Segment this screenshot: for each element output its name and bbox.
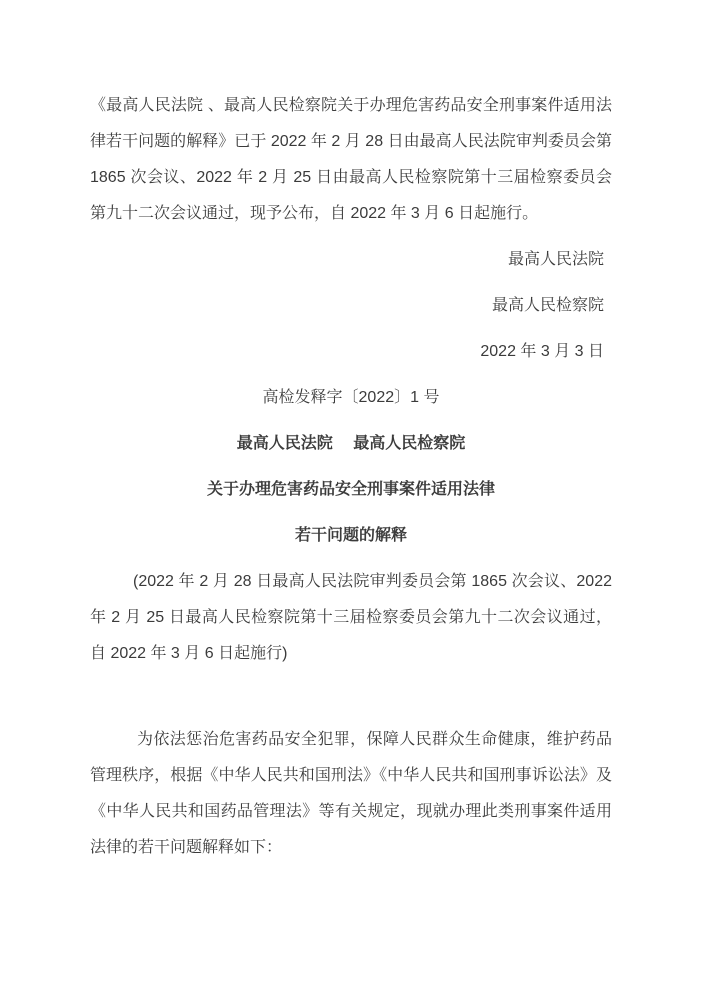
signature-block — [90, 242, 612, 370]
signature-date: 2022 年 3 月 3 日 — [480, 343, 604, 360]
title-subject-line-2: 若干问题的解释 — [294, 527, 407, 544]
document-number: 高检发释字〔2022〕1 号 — [262, 389, 440, 406]
title-subject-line-1: 关于办理危害药品安全刑事案件适用法律 — [206, 481, 495, 498]
announcement-paragraph: 《最高人民法院 、最高人民检察院关于办理危害药品安全刑事案件适用法律若干问题的解释》已于 2022 年 2 月 28 日由最高人民法院审判委员会第 1865 次会议、2022 年 2 月 25 日由最高人民检察院第十三届检察委员会第九十二次会议通过，现予公布，自 2022 年 3 月 6 日起施行。 — [90, 97, 612, 222]
title-block — [90, 426, 612, 554]
title-issuers: 最高人民法院 最高人民检察院 — [236, 435, 466, 452]
adoption-note: (2022 年 2 月 28 日最高人民法院审判委员会第 1865 次会议、2022 年 2 月 25 日最高人民检察院第十三届检察委员会第九十二次会议通过，自 2022 年 3 月 6 日起施行) — [90, 573, 612, 662]
signature-issuer-court: 最高人民法院 — [507, 251, 604, 268]
signature-issuer-procuratorate: 最高人民检察院 — [491, 297, 604, 314]
preamble-paragraph: 为依法惩治危害药品安全犯罪，保障人民群众生命健康，维护药品管理秩序，根据《中华人民共和国刑法》《中华人民共和国刑事诉讼法》及《中华人民共和国药品管理法》等有关规定，现就办理此类刑事案件适用法律的若干问题解释如下： — [90, 731, 612, 856]
